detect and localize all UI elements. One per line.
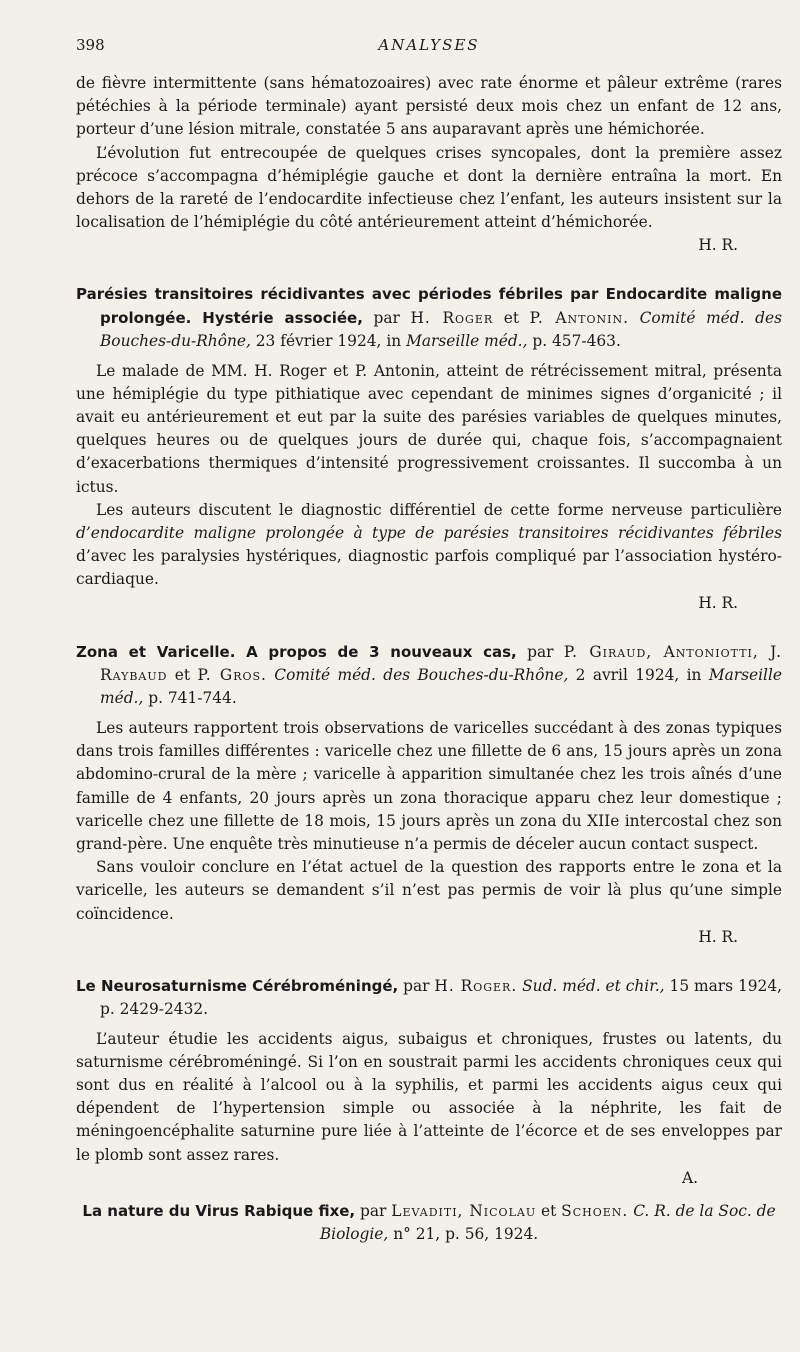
article-3-paragraph-1: L’auteur étudie les accidents aigus, subaigus et chroniques, frustes ou latents, du saturnisme cérébroméningé. Si l’on en soustrait parmi les accidents chroniques ceux qui sont dus en réalité à l’alcool ou à la syphilis, et parmi les accidents aigus ceux qui dépendent de l’hypertension simple ou associée à la néphrite, les fait de méningoencéphalite saturnine pure liée à l’atteinte de l’écorce et de ses enveloppes par le plomb sont assez rares. <box>76 1029 782 1164</box>
article-1-pages: p. 457-463. <box>527 332 621 351</box>
article-1-title: Parésies transitoires récidivantes avec périodes fébriles par Endocardite maligne prolongée. Hystérie associée, <box>76 285 782 327</box>
article-2-journal: Marseille méd., <box>100 666 782 708</box>
article-3-date: 15 mars 1924, p. 2429-2432. <box>100 976 783 1019</box>
article-3-title: Le Neurosaturnisme Cérébroméningé, <box>76 976 399 995</box>
article-2-and: et <box>167 666 198 685</box>
article-2-date: 2 avril 1924, in <box>568 666 709 685</box>
article-2-authors: P. Giraud, Antoniotti, J. Raybaud <box>100 642 783 685</box>
article-4-authors: Levaditi, Nicolau <box>391 1201 537 1220</box>
article-3-author: H. Roger. <box>434 976 518 995</box>
article-4-and: et <box>536 1201 562 1220</box>
article-2-paragraph-1: Les auteurs rapportent trois observations de varicelles succédant à des zonas typiques dans trois familles différentes : varicelle chez une fillette de 6 ans, 15 jours après un zona abdomino-crural de la mère ; varicelle à apparition simultanée chez les trois aînés d’une famille de 4 enfants, 20 jours après un zona thoracique apparu chez leur domestique ; varicelle chez une fillette de 18 mois, 15 jours après un zona du XIIe intercostal chez son grand-père. Une enquête très minutieuse n’a permis de déceler aucun contact suspect. <box>76 718 782 853</box>
article-2-title: Zona et Varicelle. A propos de 3 nouveaux cas, <box>76 642 517 661</box>
article-3-heading <box>76 975 782 1022</box>
article-2-by: par <box>516 642 564 661</box>
article-1-source: Comité méd. des Bouches-du-Rhône, <box>100 308 782 351</box>
article-2-signature: H. R. <box>698 927 738 946</box>
article-4-source: C. R. de la Soc. de Biologie, <box>319 1201 776 1244</box>
article-2-author-last: P. Gros. <box>197 666 267 685</box>
article-2-paragraph-2: Sans vouloir conclure en l’état actuel de la question des rapports entre le zona et la varicelle, les auteurs se demandent s’il n’est pas permis de voir là plus qu’une simple coïncidence. <box>76 858 782 923</box>
article-1-journal: Marseille méd., <box>406 332 528 351</box>
page-number: 398 <box>76 36 105 54</box>
article-1-by: par <box>362 308 411 327</box>
intro-paragraph-2: L’évolution fut entrecoupée de quelques crises syncopales, dont la première assez précoce s’accompagna d’hémiplégie gauche et dont la dernière entraîna la mort. En dehors de la rareté de l’endocardite infectieuse chez l’enfant, les auteurs insistent sur la localisation de l’hémiplégie du côté antérieurement atteint d’hémichorée. <box>76 143 782 232</box>
article-4-heading <box>76 1200 782 1247</box>
article-4-details: n° 21, p. 56, 1924. <box>388 1225 539 1244</box>
article-neurosaturnisme <box>76 975 782 1190</box>
page <box>76 36 782 1247</box>
article-1-paragraph-2 <box>76 499 782 592</box>
article-1-signature: H. R. <box>698 593 738 612</box>
intro-paragraph-1: de fièvre intermittente (sans hématozoaires) avec rate énorme et pâleur extrême (rares pétéchies à la période terminale) ayant persisté deux mois chez un enfant de 12 ans, porteur d’une lésion mitrale, constatée 5 ans auparavant après une hémichorée. <box>76 74 782 139</box>
article-2-pages: p. 741-744. <box>143 689 237 708</box>
article-4-by: par <box>355 1201 392 1220</box>
article-1-author-1: H. Roger <box>410 308 494 327</box>
article-1-date: 23 février 1924, in <box>250 332 407 351</box>
article-3-source: Sud. méd. et chir., <box>517 976 665 995</box>
running-title: ANALYSES <box>378 36 480 54</box>
intro-signature: H. R. <box>698 236 738 255</box>
article-1-heading <box>76 283 782 353</box>
article-2-source: Comité méd. des Bouches-du-Rhône, <box>266 666 569 685</box>
article-3-signature: A. <box>681 1168 698 1187</box>
article-parésies <box>76 283 782 614</box>
running-head <box>76 36 782 58</box>
article-1-paragraph-2-italic: d’endocardite maligne prolongée à type de parésies transitoires récidivantes fébriles <box>76 524 782 543</box>
intro-section <box>76 72 782 257</box>
article-1-paragraph-2a: Les auteurs discutent le diagnostic différentiel de cette forme nerveuse particulière <box>96 500 782 519</box>
article-zona <box>76 641 782 949</box>
article-3-by: par <box>398 976 435 995</box>
article-2-heading <box>76 641 782 711</box>
article-1-paragraph-2b: d’avec les paralysies hystériques, diagnostic parfois compliqué par l’association hystéro-cardiaque. <box>76 547 782 589</box>
article-1-author-2: P. Antonin. <box>529 308 629 327</box>
article-4-title: La nature du Virus Rabique fixe, <box>82 1201 356 1220</box>
article-1-and: et <box>493 308 530 327</box>
article-virus-rabique <box>76 1200 782 1247</box>
article-1-paragraph-1: Le malade de MM. H. Roger et P. Antonin, atteint de rétrécissement mitral, présenta une hémiplégie du type pithiatique avec cependant de minimes signes d’organicité ; il avait eu antérieurement et eut par la suite des parésies variables de quelques minutes, quelques heures ou de quelques jours de durée qui, chaque fois, s’accompagnaient d’exacerbations thermiques d’intensité progressivement croissantes. Il succomba à un ictus. <box>76 361 782 496</box>
article-4-author-last: Schoen. <box>561 1201 629 1220</box>
